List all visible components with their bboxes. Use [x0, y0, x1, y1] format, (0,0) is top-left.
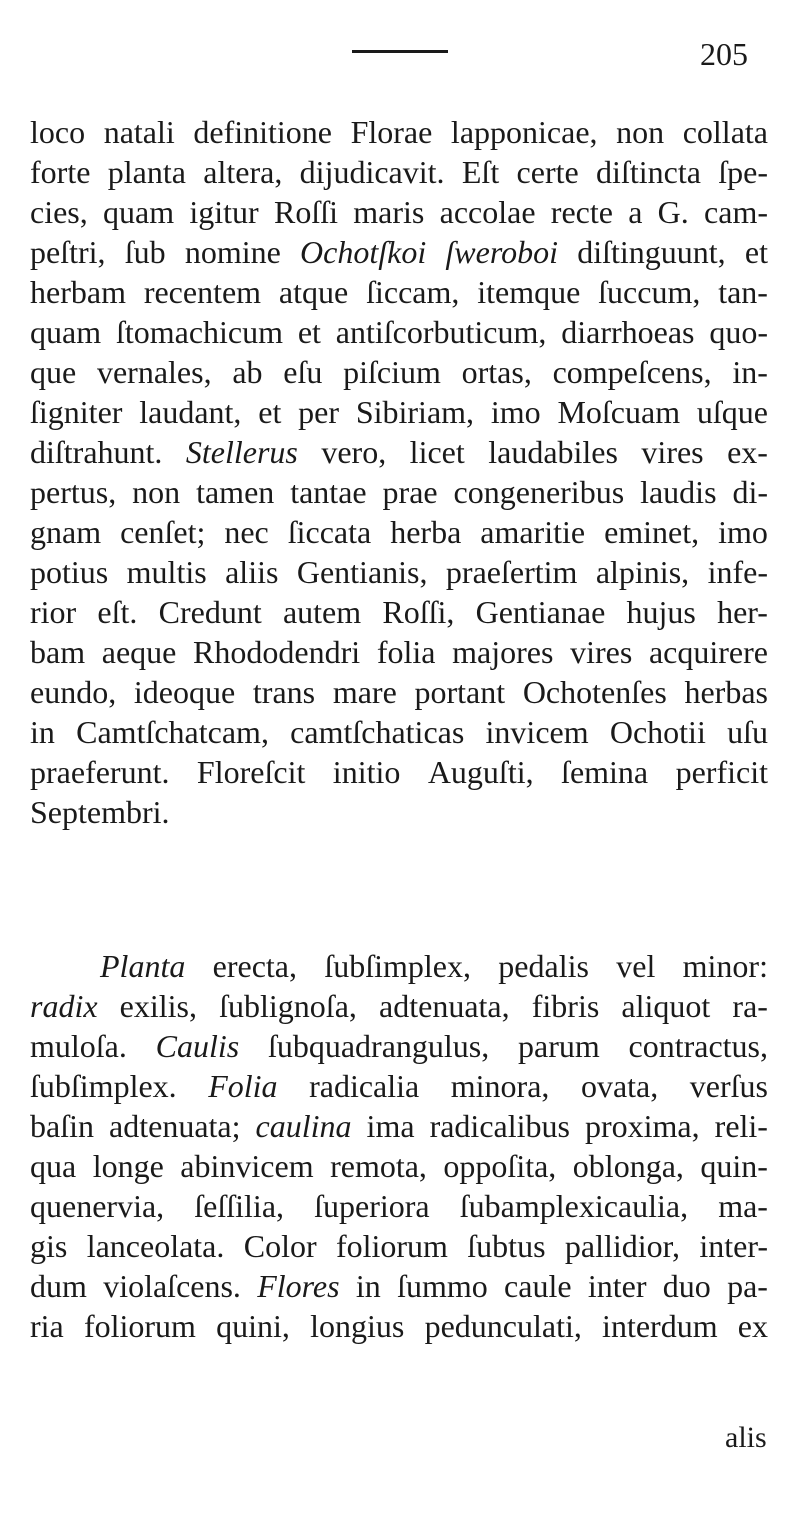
word: per: [298, 394, 339, 430]
italic-term: Ochotſkoi: [300, 234, 427, 270]
word: longius: [310, 1308, 405, 1344]
word: reli-: [714, 1108, 768, 1144]
word: foliorum: [335, 1228, 448, 1264]
word: prae: [382, 474, 438, 510]
word: exilis,: [119, 988, 197, 1024]
word: portant: [414, 674, 506, 710]
word: herbam: [30, 274, 126, 310]
page-number: 205: [700, 36, 748, 72]
word: adtenuata;: [109, 1108, 241, 1144]
word: diſtinguunt,: [577, 234, 726, 270]
text-line: [30, 1066, 768, 1106]
word: planta: [107, 154, 186, 190]
word: abinvicem: [180, 1148, 314, 1184]
word: di-: [732, 474, 768, 510]
word: a: [628, 194, 643, 230]
word: et: [744, 234, 768, 270]
word: pallidior,: [564, 1228, 680, 1264]
text-line: [30, 986, 768, 1026]
word: Floreſcit: [196, 754, 306, 790]
word: dijudicavit.: [299, 154, 445, 190]
word: Ochotii: [609, 714, 706, 750]
word: bam: [30, 634, 86, 670]
text-line: [30, 792, 768, 832]
word: acquirere: [648, 634, 768, 670]
word: dum: [30, 1268, 87, 1304]
text-line: [30, 632, 768, 672]
word: initio: [332, 754, 401, 790]
word: ortas,: [461, 354, 532, 390]
word: ſigniter: [30, 394, 123, 430]
word: ideoque: [133, 674, 236, 710]
header-rule: [352, 50, 448, 53]
word: laudis: [640, 474, 717, 510]
text-line: [30, 272, 768, 312]
word: mare: [332, 674, 397, 710]
word: baſin: [30, 1108, 94, 1144]
word: congeneribus: [453, 474, 625, 510]
word: uſu: [727, 714, 768, 750]
word: erecta,: [212, 948, 297, 984]
word: diſtrahunt.: [30, 434, 163, 470]
italic-term: Planta: [100, 948, 186, 984]
word: que: [30, 354, 77, 390]
word: in: [30, 714, 55, 750]
word: duo: [662, 1268, 711, 1304]
word: quam: [30, 314, 102, 350]
word: ſublignoſa,: [219, 988, 357, 1024]
word: tan-: [718, 274, 768, 310]
word: G.: [657, 194, 689, 230]
word: tantae: [290, 474, 367, 510]
word: certe: [516, 154, 579, 190]
word: radicalia: [309, 1068, 420, 1104]
word: ſubtus: [467, 1228, 546, 1264]
word: ſiccata: [287, 514, 372, 550]
text-line: [30, 192, 768, 232]
word: aeque: [101, 634, 177, 670]
word: ovata,: [580, 1068, 659, 1104]
word: fibris: [531, 988, 600, 1024]
text-line: [30, 1266, 768, 1306]
word: Ochotenſes: [522, 674, 667, 710]
word: inter-: [699, 1228, 768, 1264]
word: ima: [366, 1108, 415, 1144]
word: rior: [30, 594, 77, 630]
word: ra-: [732, 988, 768, 1024]
word: ſiccam,: [366, 274, 460, 310]
word: eundo,: [30, 674, 117, 710]
paragraph-plant-description: [30, 946, 768, 1346]
word: gis: [30, 1228, 68, 1264]
italic-term: Flores: [257, 1268, 340, 1304]
word: Gentianae: [475, 594, 606, 630]
word: vires: [641, 434, 704, 470]
word: Rhododendri: [193, 634, 361, 670]
word: tamen: [196, 474, 275, 510]
word: minora,: [450, 1068, 550, 1104]
word: ſubſimplex.: [30, 1068, 177, 1104]
word: parum: [518, 1028, 600, 1064]
word: alpinis,: [595, 554, 690, 590]
word: folia: [376, 634, 436, 670]
word: ſtomachicum: [115, 314, 283, 350]
text-line: [30, 152, 768, 192]
word: antiſcorbuticum,: [335, 314, 547, 350]
word: oppoſita,: [443, 1148, 557, 1184]
word: ſubquadrangulus,: [267, 1028, 490, 1064]
word: diſtincta: [596, 154, 701, 190]
word: proxima,: [584, 1108, 700, 1144]
word: muloſa.: [30, 1028, 127, 1064]
word: quenervia,: [30, 1188, 165, 1224]
word: Camtſchatcam,: [76, 714, 269, 750]
word: pedalis: [498, 948, 589, 984]
word: quam: [103, 194, 175, 230]
word: igitur: [189, 194, 259, 230]
word: loco: [30, 114, 86, 150]
text-line: [30, 552, 768, 592]
word: et: [297, 314, 321, 350]
text-line: [30, 672, 768, 712]
word: minor:: [682, 948, 768, 984]
word: aliquot: [621, 988, 711, 1024]
word: laudabiles: [488, 434, 618, 470]
word: lanceolata.: [86, 1228, 225, 1264]
word: lapponicae,: [450, 114, 598, 150]
word: licet: [409, 434, 465, 470]
word: autem: [282, 594, 362, 630]
word: pa-: [727, 1268, 768, 1304]
text-line: [30, 232, 768, 272]
word: herbas: [684, 674, 768, 710]
word: potius: [30, 554, 109, 590]
word: gnam: [30, 514, 102, 550]
word: quini,: [216, 1308, 290, 1344]
text-line: [30, 472, 768, 512]
italic-term: ſweroboi: [445, 234, 558, 270]
word: et: [258, 394, 282, 430]
text-line: [30, 1106, 768, 1146]
word: altera,: [203, 154, 283, 190]
word: Septembri.: [30, 794, 170, 830]
word: ſemina: [561, 754, 649, 790]
word: eſt.: [97, 594, 138, 630]
italic-term: radix: [30, 988, 98, 1024]
text-line: [30, 946, 768, 986]
word: Credunt: [158, 594, 262, 630]
word: ab: [232, 354, 263, 390]
word: definitione: [193, 114, 332, 150]
word: majores: [452, 634, 554, 670]
word: vero,: [321, 434, 387, 470]
word: compeſcens,: [552, 354, 712, 390]
word: Roſſi: [273, 194, 338, 230]
word: natali: [103, 114, 175, 150]
word: herba: [390, 514, 462, 550]
word: ma-: [718, 1188, 768, 1224]
word: perficit: [675, 754, 768, 790]
word: praeſertim: [445, 554, 578, 590]
word: adtenuata,: [379, 988, 510, 1024]
text-line: [30, 392, 768, 432]
word: violaſcens.: [103, 1268, 241, 1304]
word: vires: [570, 634, 633, 670]
word: praeferunt.: [30, 754, 170, 790]
word: ſuperiora: [314, 1188, 430, 1224]
word: piſcium: [343, 354, 441, 390]
word: camtſchaticas: [290, 714, 465, 750]
word: in: [355, 1268, 381, 1304]
text-line: [30, 592, 768, 632]
word: pertus,: [30, 474, 117, 510]
word: infe-: [707, 554, 768, 590]
word: remota,: [330, 1148, 427, 1184]
word: nomine: [184, 234, 281, 270]
word: invicem: [485, 714, 589, 750]
word: radicalibus: [429, 1108, 570, 1144]
word: recte: [550, 194, 613, 230]
word: inter: [587, 1268, 647, 1304]
word: cam-: [704, 194, 768, 230]
word: amaritie: [480, 514, 586, 550]
word: diarrhoeas: [561, 314, 695, 350]
word: foliorum: [83, 1308, 196, 1344]
text-line: [30, 1186, 768, 1226]
word: ſubamplexicaulia,: [459, 1188, 689, 1224]
word: ſubſimplex,: [324, 948, 471, 984]
word: multis: [126, 554, 207, 590]
catchword: alis: [725, 1421, 767, 1454]
word: quo-: [709, 314, 768, 350]
text-line: [30, 312, 768, 352]
text-line: [30, 112, 768, 152]
word: Moſcuam: [557, 394, 681, 430]
word: imo: [718, 514, 768, 550]
text-line: [30, 1306, 768, 1346]
word: ſub: [124, 234, 166, 270]
word: ſpe-: [718, 154, 768, 190]
word: in-: [732, 354, 768, 390]
word: longe: [92, 1148, 164, 1184]
text-line: [30, 432, 768, 472]
word: ria: [30, 1308, 64, 1344]
word: caule: [504, 1268, 572, 1304]
word: Eſt: [461, 154, 500, 190]
word: eminet,: [604, 514, 700, 550]
word: ſeſſilia,: [194, 1188, 285, 1224]
word: ex: [737, 1308, 768, 1344]
word: Roſſi,: [382, 594, 455, 630]
word: contractus,: [628, 1028, 768, 1064]
word: non: [132, 474, 181, 510]
word: ſuccum,: [598, 274, 701, 310]
word: Auguſti,: [427, 754, 534, 790]
word: imo: [490, 394, 541, 430]
word: her-: [717, 594, 768, 630]
word: forte: [30, 154, 91, 190]
word: recentem: [143, 274, 262, 310]
text-line: [30, 352, 768, 392]
word: laudant,: [139, 394, 242, 430]
text-line: [30, 1226, 768, 1266]
word: peſtri,: [30, 234, 106, 270]
word: ex-: [727, 434, 768, 470]
word: Sibiriam,: [355, 394, 475, 430]
word: hujus: [626, 594, 696, 630]
italic-term: caulina: [255, 1108, 352, 1144]
word: quin-: [700, 1148, 768, 1184]
text-line: [30, 512, 768, 552]
word: maris: [353, 194, 425, 230]
word: qua: [30, 1148, 77, 1184]
word: collata: [682, 114, 768, 150]
word: aliis: [225, 554, 279, 590]
text-line: [30, 1026, 768, 1066]
word: atque: [278, 274, 349, 310]
italic-term: Folia: [208, 1068, 278, 1104]
word: Gentianis,: [296, 554, 428, 590]
paragraph-locality-and-uses: [30, 112, 768, 832]
word: trans: [252, 674, 316, 710]
word: pedunculati,: [424, 1308, 582, 1344]
word: vernales,: [96, 354, 212, 390]
word: eſu: [283, 354, 323, 390]
word: verſus: [689, 1068, 768, 1104]
word: vel: [616, 948, 656, 984]
word: accolae: [439, 194, 536, 230]
text-line: [30, 752, 768, 792]
word: cenſet;: [120, 514, 206, 550]
word: non: [616, 114, 665, 150]
word: ſummo: [397, 1268, 488, 1304]
italic-term: Caulis: [155, 1028, 240, 1064]
word: itemque: [477, 274, 581, 310]
italic-term: Stellerus: [185, 434, 298, 470]
word: Florae: [350, 114, 433, 150]
word: oblonga,: [572, 1148, 684, 1184]
word: interdum: [602, 1308, 718, 1344]
word: nec: [224, 514, 269, 550]
word: cies,: [30, 194, 88, 230]
word: uſque: [696, 394, 768, 430]
text-line: [30, 1146, 768, 1186]
word: Color: [243, 1228, 317, 1264]
text-line: [30, 712, 768, 752]
